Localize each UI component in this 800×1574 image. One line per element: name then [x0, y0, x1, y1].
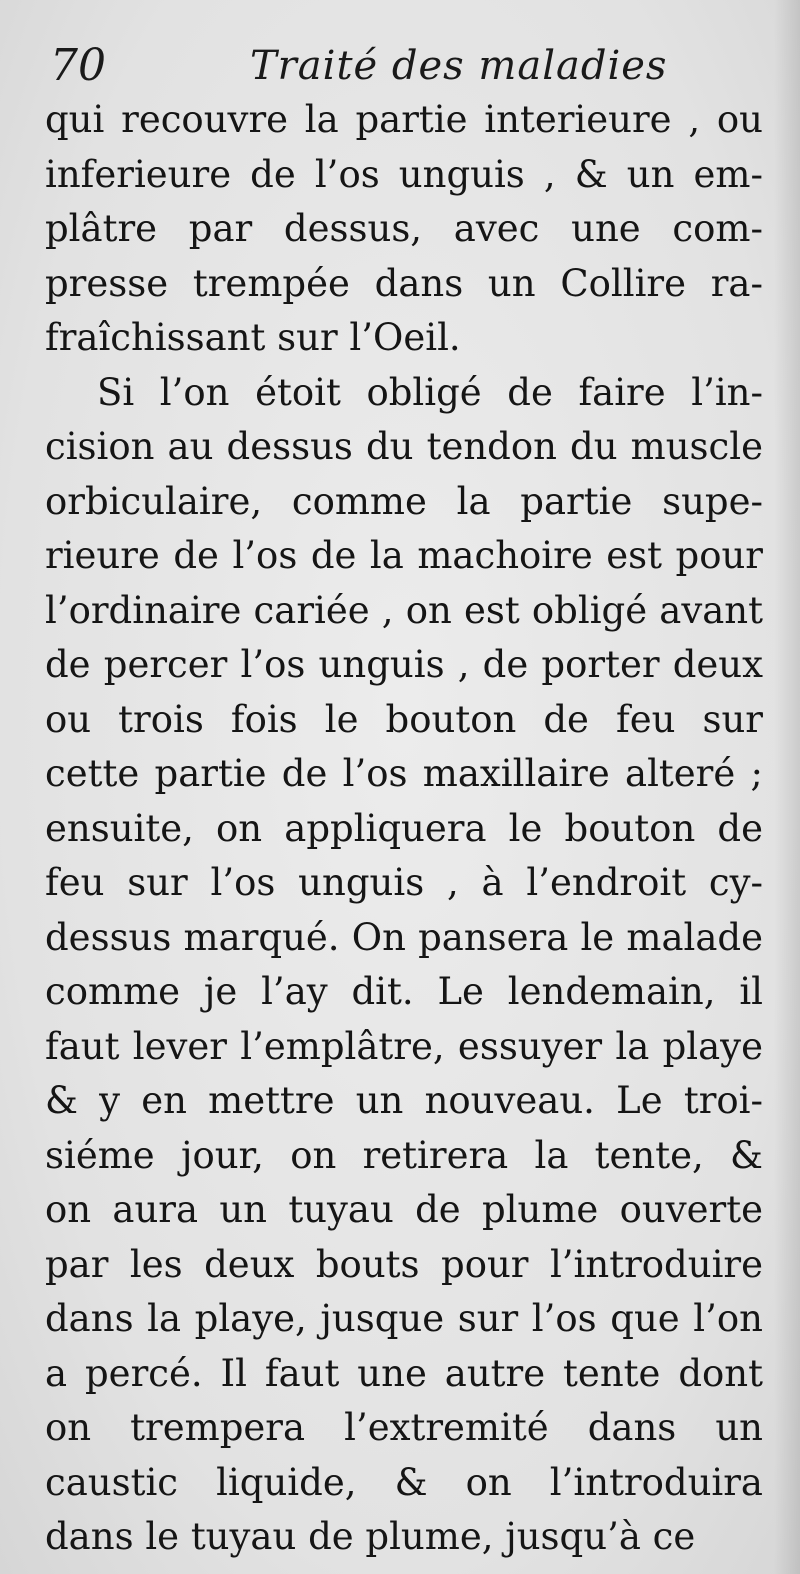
text-line: ou trois fois le bouton de feu sur [45, 697, 763, 741]
text-line: & y en mettre un nouveau. Le troi- [45, 1079, 763, 1122]
running-title: Traité des maladies [250, 43, 668, 89]
text-line: faut lever l’emplâtre, essuyer la playe [45, 1024, 763, 1068]
text-line: cette partie de l’os maxillaire alteré ; [45, 752, 763, 795]
text-line: feu sur l’os unguis , à l’endroit cy- [45, 861, 763, 904]
text-line: rieure de l’os de la machoire est pour [45, 534, 763, 577]
text-line: comme je l’ay dit. Le lendemain, il [45, 970, 763, 1013]
page-number: 70 [50, 40, 106, 91]
text-line: plâtre par dessus, avec une com- [45, 207, 763, 250]
text-line: cision au dessus du tendon du muscle [45, 425, 763, 468]
text-line: presse trempée dans un Collire ra- [45, 261, 763, 305]
body-text [45, 93, 763, 1565]
text-line: inferieure de l’os unguis , & un em- [45, 152, 763, 196]
text-line: par les deux bouts pour l’introduire [45, 1242, 763, 1286]
text-line: a percé. Il faut une autre tente dont [45, 1351, 763, 1395]
running-header [50, 38, 770, 94]
page-edge-shadow [774, 0, 800, 1574]
text-line: qui recouvre la partie interieure , ou [45, 98, 763, 141]
text-line: on trempera l’extremité dans un [45, 1406, 763, 1449]
text-line: dans le tuyau de plume, jusqu’à ce [45, 1515, 696, 1558]
text-line: orbiculaire, comme la partie supe- [45, 479, 763, 523]
text-line: siéme jour, on retirera la tente, & [45, 1133, 763, 1177]
text-line: fraîchissant sur l’Oeil. [45, 316, 461, 359]
text-line: l’ordinaire cariée , on est obligé avant [45, 588, 763, 632]
text-line: on aura un tuyau de plume ouverte [45, 1188, 763, 1231]
paragraph-first-line: Si l’on étoit obligé de faire l’in- [97, 370, 763, 414]
text-line: de percer l’os unguis , de porter deux [45, 643, 763, 686]
text-line: dessus marqué. On pansera le malade [45, 915, 763, 959]
text-line: ensuite, on appliquera le bouton de [45, 806, 763, 850]
text-line: caustic liquide, & on l’introduira [45, 1460, 763, 1504]
text-line: dans la playe, jusque sur l’os que l’on [45, 1297, 763, 1340]
